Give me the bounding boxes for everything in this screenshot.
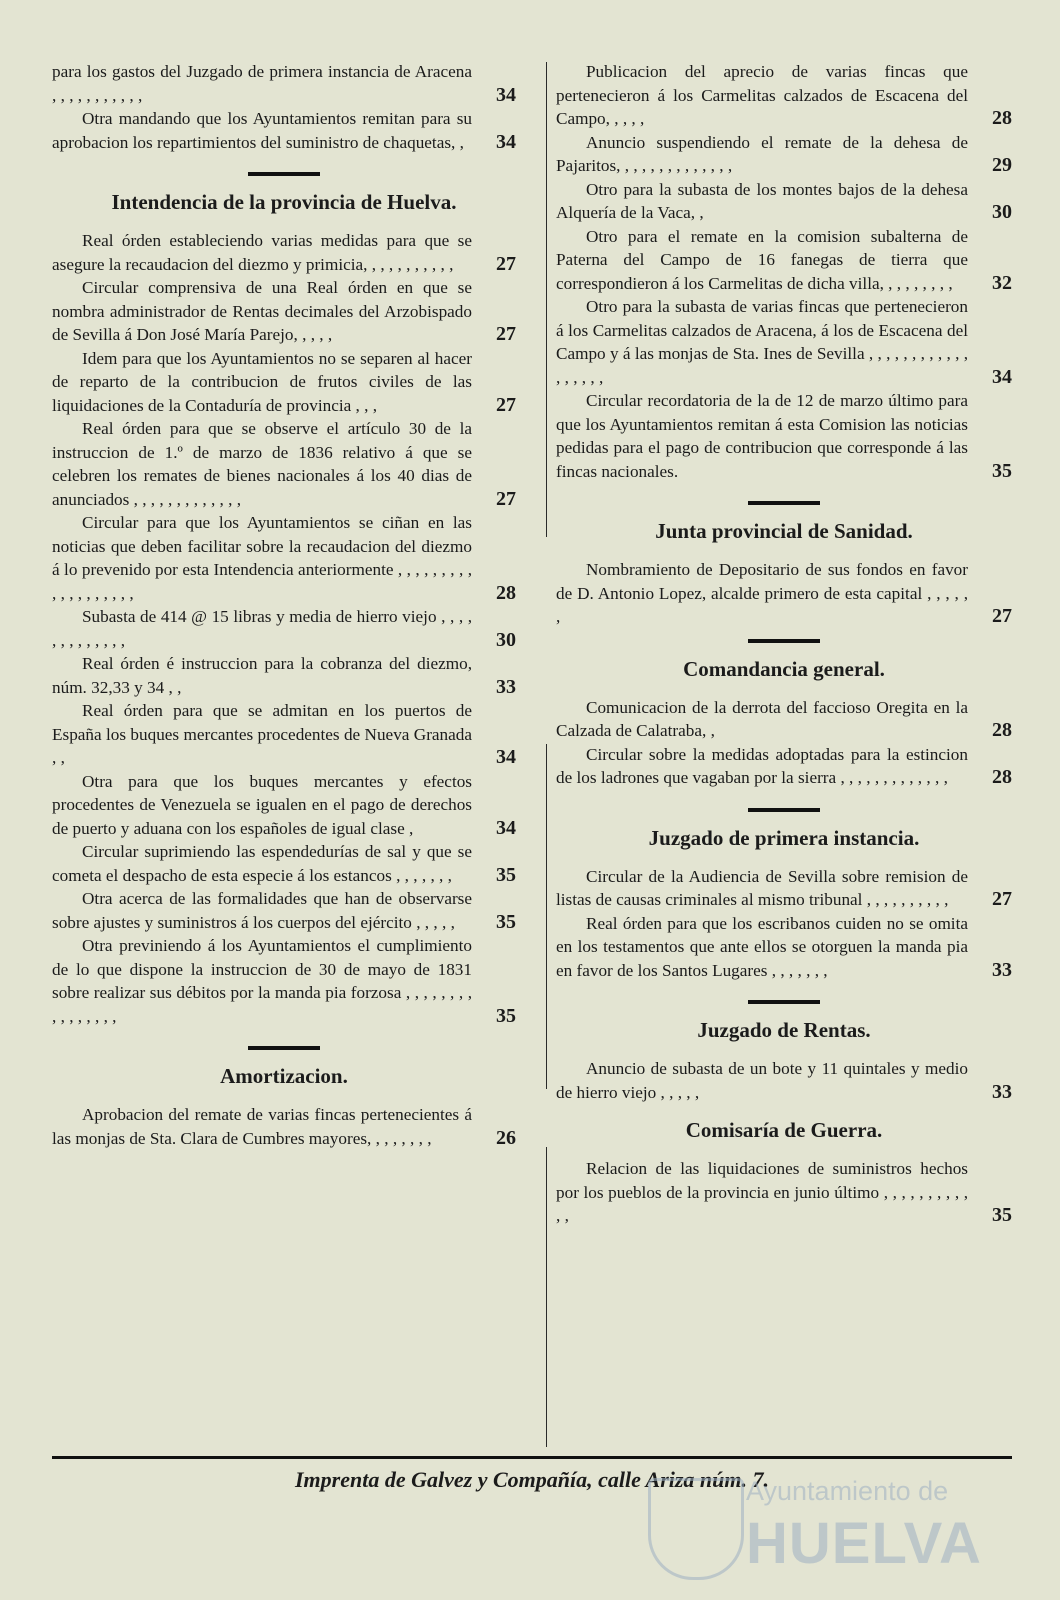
entry-page-number: 34 [496,83,516,106]
section-separator [248,1046,320,1050]
entry-page-number: 34 [496,746,516,768]
entry-page-number: 29 [992,154,1012,176]
index-entry [52,887,516,934]
left-top-entries [52,60,516,154]
index-entry [52,840,516,887]
entry-page-number: 27 [496,393,516,416]
entry-text: Circular recordatoria de la de 12 de marzo último para que los Ayuntamientos remitan á esta Comision las noticias pedidas para el pago de contribucion que corresponde á las fincas nacionales. [556,391,968,481]
index-entry [556,178,1012,225]
entry-text: Anuncio suspendiendo el remate de la dehesa de Pajaritos, , , , , , , , , , , , , , [556,132,968,175]
entry-text: Otro para la subasta de los montes bajos de la dehesa Alquería de la Vaca, , [556,179,968,222]
index-entry [556,131,1012,178]
entry-page-number: 28 [992,766,1012,788]
entry-text: Otra acerca de las formalidades que han de observarse sobre ajustes y suministros á los cuerpos del ejército , , , , , [52,889,472,932]
entry-text: Relacion de las liquidaciones de suministros hechos por los pueblos de la provincia en junio último , , , , , , , , , , , , [556,1159,968,1225]
index-entry [52,229,516,276]
index-entry [556,743,1012,790]
watermark-line1: Ayuntamiento de [746,1476,949,1506]
left-column [52,60,516,1150]
entry-page-number: 35 [992,1204,1012,1226]
entry-text: Subasta de 414 @ 15 libras y media de hierro viejo , , , , , , , , , , , , , [52,607,472,650]
right-top-entries [556,60,1012,483]
index-entry [52,511,516,605]
coat-of-arms-icon [648,1478,744,1580]
index-entry [556,225,1012,296]
entry-text: Real órden para que los escribanos cuiden no se omita en los testamentos que ante ellos se otorguen la manda pia en favor de los Santos Lugares , , , , , , , [556,913,968,980]
index-entry [52,1103,516,1150]
section-title-comandancia: Comandancia general. [683,656,885,681]
juzgado-rentas-entries [556,1057,1012,1104]
index-entry [52,770,516,841]
entry-text: Real órden estableciendo varias medidas para que se asegure la recaudacion del diezmo y primicia, , , , , , , , , , , [52,231,472,274]
index-entry [52,699,516,770]
entry-text: Circular de la Audiencia de Sevilla sobre remision de listas de causas criminales al mismo tribunal , , , , , , , , , , [556,866,968,909]
entry-page-number: 27 [496,323,516,345]
juzgado-primera-entries [556,865,1012,983]
entry-text: Publicacion del aprecio de varias fincas que pertenecieron á los Carmelitas calzados de Escacena del Campo, , , , , [556,62,968,128]
entry-text: Otro para la subasta de varias fincas que pertenecieron á los Carmelitas calzados de Aracena, á los de Escacena del Campo y á las monjas de Sta. Ines de Sevilla , , , , , , , , , , , , , , , , , , [556,297,968,387]
index-entry [556,60,1012,131]
column-divider-middle [546,744,547,1089]
index-entry [556,696,1012,743]
section-title-junta: Junta provincial de Sanidad. [655,519,913,543]
section-separator [748,1000,820,1004]
index-entry [52,60,516,107]
entry-page-number: 27 [992,605,1012,627]
entry-page-number: 34 [992,365,1012,388]
section-separator [748,808,820,812]
section-title-juzgado-rentas: Juzgado de Rentas. [697,1018,871,1042]
index-entry [556,1157,1012,1228]
comisaria-entries [556,1157,1012,1228]
section-separator [748,501,820,505]
entry-text: Idem para que los Ayuntamientos no se separen al hacer de reparto de la contribucion de frutos civiles de las liquidaciones de la Contaduría de provincia , , , [52,348,472,415]
entry-text: Otra mandando que los Ayuntamientos remitan para su aprobacion los repartimientos del suministro de chaquetas, , [52,109,472,152]
index-entry [52,417,516,511]
index-entry [556,912,1012,983]
entry-page-number: 34 [496,816,516,839]
entry-page-number: 30 [496,628,516,651]
entry-page-number: 28 [992,719,1012,741]
section-title-comisaria: Comisaría de Guerra. [685,1118,883,1142]
entry-page-number: 35 [992,459,1012,482]
entry-page-number: 35 [496,910,516,933]
entry-page-number: 28 [496,581,516,604]
entry-page-number: 33 [992,958,1012,981]
entry-text: Circular sobre la medidas adoptadas para la estincion de los ladrones que vagaban por la sierra , , , , , , , , , , , , , [556,744,968,787]
column-divider-top [546,62,547,537]
section-separator [248,172,320,176]
entry-page-number: 26 [496,1126,516,1149]
entry-text: Circular para que los Ayuntamientos se ciñan en las noticias que deben facilitar sobre la recaudacion del diezmo á lo prevenido por esta Intendencia anteriormente , , , , , , , , , , , , , , , , , , , [52,513,472,603]
entry-text: Comunicacion de la derrota del faccioso Oregita en la Calzada de Calatraba, , [556,697,968,740]
index-entry [556,558,1012,629]
index-entry [556,1057,1012,1104]
entry-text: Aprobacion del remate de varias fincas pertenecientes á las monjas de Sta. Clara de Cumbres mayores, , , , , , , , [52,1105,472,1148]
entry-text: Real órden para que se admitan en los puertos de España los buques mercantes procedentes de Nueva Granada , , [52,701,472,767]
entry-page-number: 28 [992,107,1012,129]
column-divider-bottom [546,1147,547,1447]
index-entry [52,605,516,652]
entry-text: Nombramiento de Depositario de sus fondos en favor de D. Antonio Lopez, alcalde primero de esta capital , , , , , , [556,560,968,626]
right-column [556,60,1012,1228]
entry-page-number: 32 [992,271,1012,294]
amortizacion-entries [52,1103,516,1150]
entry-page-number: 35 [496,863,516,886]
entry-page-number: 27 [496,487,516,510]
entry-text: Real órden é instruccion para la cobranza del diezmo, núm. 32,33 y 34 , , [52,654,472,697]
entry-text: para los gastos del Juzgado de primera instancia de Aracena , , , , , , , , , , , [52,62,472,105]
intendencia-entries [52,229,516,1028]
comandancia-entries [556,696,1012,790]
section-title-intendencia: Intendencia de la provincia de Huelva. [111,190,457,214]
entry-text: Otra previniendo á los Ayuntamientos el cumplimiento de lo que dispone la instruccion de 30 de mayo de 1831 sobre realizar sus débitos por la manda pia forzosa , , , , , , , , , , , , , , , , [52,936,472,1026]
entry-page-number: 35 [496,1004,516,1027]
index-entry [52,107,516,154]
index-entry [556,865,1012,912]
entry-text: Otra para que los buques mercantes y efectos procedentes de Venezuela se igualen en el pago de derechos de puerto y aduana con los españoles de igual clase , [52,771,472,838]
section-separator [748,639,820,643]
entry-page-number: 27 [496,252,516,275]
section-title-amortizacion: Amortizacion. [220,1064,348,1088]
entry-page-number: 33 [992,1080,1012,1103]
entry-text: Circular comprensiva de una Real órden en que se nombra administrador de Rentas decimales del Arzobispado de Sevilla á Don José María Parejo, , , , , [52,278,472,344]
entry-text: Anuncio de subasta de un bote y 11 quintales y medio de hierro viejo , , , , , [556,1059,968,1102]
entry-text: Circular suprimiendo las espendedurías de sal y que se cometa el despacho de esta especie á los estancos , , , , , , , [52,842,472,885]
entry-page-number: 30 [992,201,1012,223]
entry-page-number: 33 [496,675,516,698]
entry-text: Otro para el remate en la comision subalterna de Paterna del Campo de 16 fanegas de tierra que correspondieron á los Carmelitas de dicha villa, , , , , , , , , [556,226,968,293]
entry-page-number: 27 [992,888,1012,910]
index-entry [556,389,1012,483]
entry-text: Real órden para que se observe el artículo 30 de la instruccion de 1.º de marzo de 1836 relativo á que se celebren los remates de bienes nacionales á los 40 dias de anunciados , , , , , , , , , , , , , [52,419,472,509]
footer-imprint: Imprenta de Galvez y Compañía, calle Ariza núm. 7. [52,1456,1012,1493]
watermark-logo [648,1470,982,1580]
index-entry [556,295,1012,389]
section-title-juzgado-primera: Juzgado de primera instancia. [648,825,920,850]
index-entry [52,652,516,699]
index-entry [52,276,516,347]
index-entry [52,347,516,418]
junta-entries [556,558,1012,629]
index-entry [52,934,516,1028]
entry-page-number: 34 [496,130,516,153]
watermark-line2: HUELVA [746,1511,982,1576]
